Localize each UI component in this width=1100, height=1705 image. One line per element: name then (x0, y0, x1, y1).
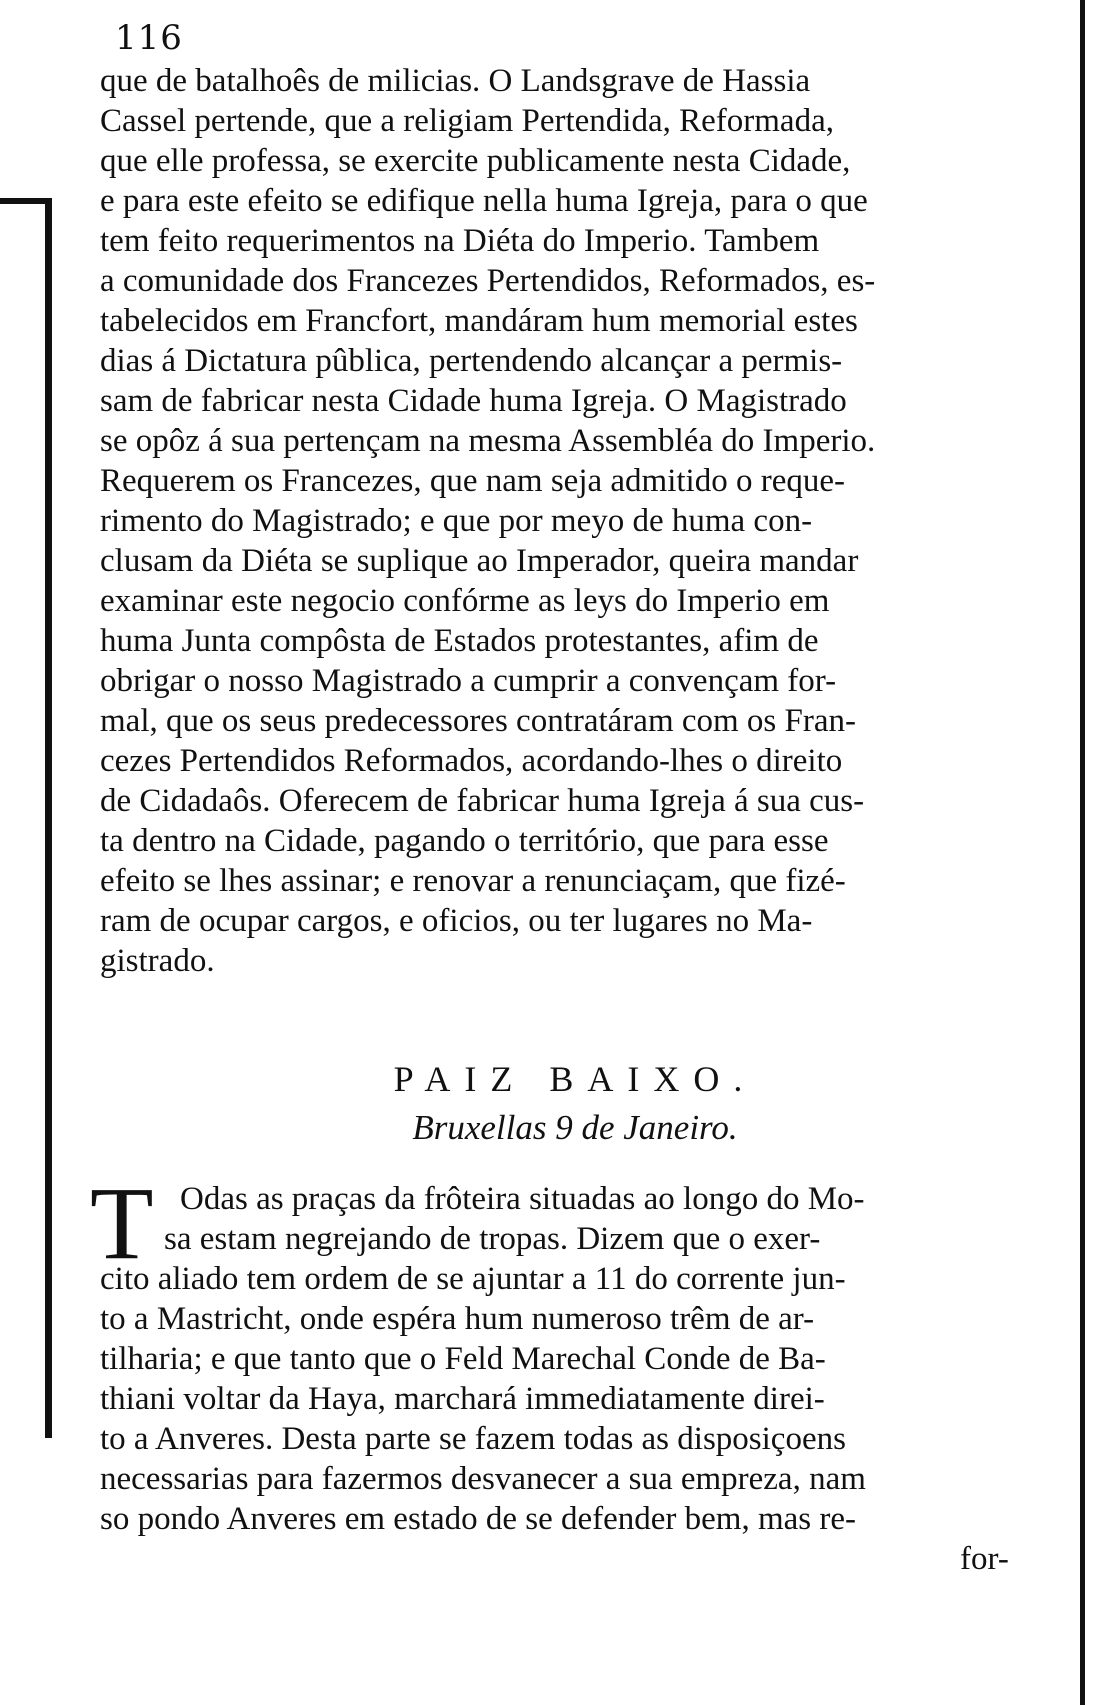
text-line: Odas as praças da frôteira situadas ao longo do Mo- (180, 1181, 865, 1217)
text-line: tilharia; e que tanto que o Feld Marechal Conde de Ba- (100, 1341, 826, 1377)
text-line: to a Mastricht, onde espéra hum numeroso trêm de ar- (100, 1301, 815, 1337)
text-line: huma Junta compôsta de Estados protestantes, afim de (100, 623, 819, 659)
text-line: de Cidadaôs. Oferecem de fabricar huma Igreja á sua cus- (100, 783, 865, 819)
text-line: Requerem os Francezes, que nam seja admitido o reque- (100, 463, 845, 499)
text-line: examinar este negocio confórme as leys do Imperio em (100, 583, 830, 619)
text-line: e para este efeito se edifique nella huma Igreja, para o que (100, 183, 868, 219)
text-line: ta dentro na Cidade, pagando o território, que para esse (100, 823, 829, 859)
text-line: sam de fabricar nesta Cidade huma Igreja. O Magistrado (100, 383, 847, 419)
text-line: obrigar o nosso Magistrado a cumprir a convençam for- (100, 663, 837, 699)
binding-shadow-left (0, 198, 52, 1438)
text-line: efeito se lhes assinar; e renovar a renunciaçam, que fizé- (100, 863, 846, 899)
text-line: ram de ocupar cargos, e oficios, ou ter lugares no Ma- (100, 903, 813, 939)
text-line: que elle professa, se exercite publicamente nesta Cidade, (100, 143, 851, 179)
text-line: cito aliado tem ordem de se ajuntar a 11 do corrente jun- (100, 1261, 846, 1297)
text-line: Cassel pertende, que a religiam Pertendida, Reformada, (100, 103, 834, 139)
text-line: que de batalhoês de milicias. O Landsgrave de Hassia (100, 63, 811, 99)
text-line: a comunidade dos Francezes Pertendidos, Reformados, es- (100, 263, 876, 299)
text-line: to a Anveres. Desta parte se fazem todas as disposiçoens (100, 1421, 846, 1457)
page-edge-right (1080, 0, 1085, 1705)
page-number: 116 (115, 18, 183, 58)
text-line: necessarias para fazermos desvanecer a sua empreza, nam (100, 1461, 866, 1497)
catchword: for- (960, 1541, 1009, 1577)
text-line: tabelecidos em Francfort, mandáram hum memorial estes (100, 303, 858, 339)
article-hassia (100, 62, 1050, 1022)
text-line: thiani voltar da Haya, marchará immediatamente direi- (100, 1381, 825, 1417)
text-line: cezes Pertendidos Reformados, acordando-lhes o direito (100, 743, 843, 779)
text-line: mal, que os seus predecessores contratáram com os Fran- (100, 703, 857, 739)
text-line: se opôz á sua pertençam na mesma Assembléa do Imperio. (100, 423, 876, 459)
text-line: rimento do Magistrado; e que por meyo de huma con- (100, 503, 813, 539)
text-line: tem feito requerimentos na Diéta do Imperio. Tambem (100, 223, 820, 259)
drop-cap: T (90, 1166, 154, 1281)
text-line: sa estam negrejando de tropas. Dizem que o exer- (164, 1221, 821, 1257)
section-dateline: Bruxellas 9 de Janeiro. (412, 1108, 738, 1147)
text-line: so pondo Anveres em estado de se defender bem, mas re- (100, 1501, 857, 1537)
text-line: dias á Dictatura pûblica, pertendendo alcançar a permis- (100, 343, 843, 379)
text-line: clusam da Diéta se suplique ao Imperador, queira mandar (100, 543, 859, 579)
text-line: gistrado. (100, 943, 215, 979)
section-heading-country: PAIZ BAIXO. (393, 1059, 757, 1099)
article-bruxellas (100, 1180, 1050, 1620)
